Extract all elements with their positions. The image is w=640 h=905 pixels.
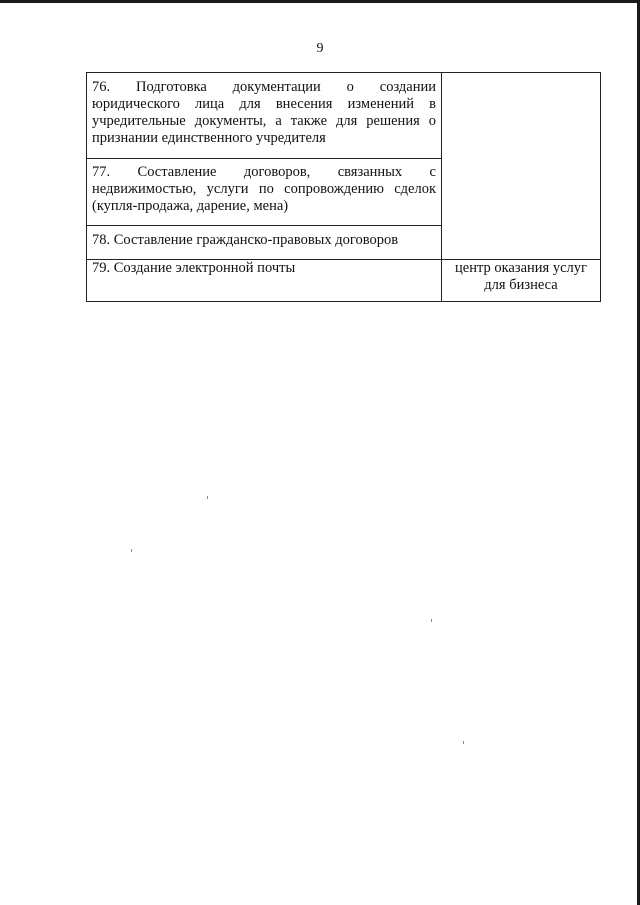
page-number: 9: [316, 41, 324, 56]
scan-speck: [463, 741, 464, 744]
scan-speck: [431, 619, 432, 622]
scan-speck: [207, 496, 208, 499]
scan-speck: [131, 549, 132, 552]
service-description: 77. Составление договоров, связанных с недвижимостью, услуги по сопровождению сделок (купля-продажа, дарение, мена): [87, 159, 442, 226]
services-table: [86, 72, 601, 302]
service-provider: центр оказания услуг для бизнеса: [442, 260, 601, 302]
service-provider-empty: [442, 73, 601, 260]
table-row: [87, 260, 601, 302]
service-description: 79. Создание электронной почты: [87, 260, 442, 302]
table-row: [87, 73, 601, 159]
service-description: 78. Составление гражданско-правовых договоров: [87, 226, 442, 260]
service-description: 76. Подготовка документации о создании юридического лица для внесения изменений в учредительные документы, а также для решения о признании единственного учредителя: [87, 73, 442, 159]
scan-edge-top: [0, 0, 640, 3]
